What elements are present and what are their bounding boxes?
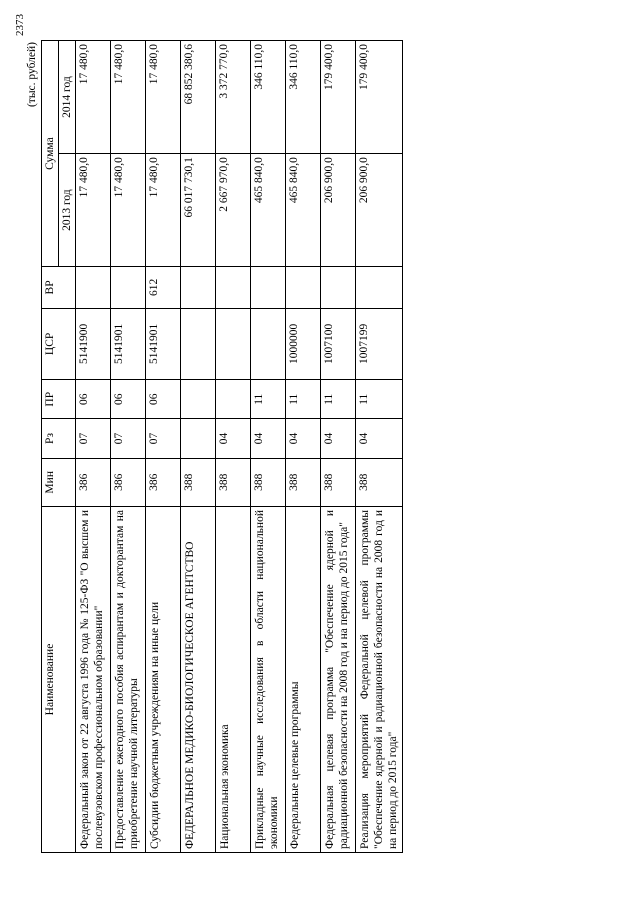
- table-row: [111, 41, 146, 853]
- cell-min: 388: [321, 458, 356, 506]
- cell-pr: 06: [76, 380, 111, 419]
- cell-rz: 07: [146, 419, 181, 458]
- cell-min: 386: [146, 458, 181, 506]
- table-row: [356, 41, 403, 853]
- cell-min: 386: [76, 458, 111, 506]
- cell-name: Субсидии бюджетным учреждениям на иные цели: [146, 507, 181, 853]
- cell-vr: [76, 267, 111, 309]
- cell-rz: 07: [76, 419, 111, 458]
- cell-vr: [251, 267, 286, 309]
- cell-sum-2014: 179 400,0: [321, 41, 356, 154]
- cell-min: 388: [251, 458, 286, 506]
- table-row: [251, 41, 286, 853]
- cell-sum-2014: 346 110,0: [286, 41, 321, 154]
- cell-name: Федеральный закон от 22 августа 1996 года № 125-ФЗ "О высшем и послевузовском профессиональном образовании": [76, 507, 111, 853]
- col-header-vr: ВР: [42, 267, 76, 309]
- col-header-year-2014: 2014 год: [59, 41, 76, 154]
- cell-rz: [181, 419, 216, 458]
- cell-pr: 06: [146, 380, 181, 419]
- cell-rz: 04: [321, 419, 356, 458]
- cell-sum-2013: 465 840,0: [251, 154, 286, 267]
- cell-rz: 07: [111, 419, 146, 458]
- cell-name: ФЕДЕРАЛЬНОЕ МЕДИКО-БИОЛОГИЧЕСКОЕ АГЕНТСТВО: [181, 507, 216, 853]
- cell-vr: [181, 267, 216, 309]
- cell-pr: 06: [111, 380, 146, 419]
- cell-rz: 04: [286, 419, 321, 458]
- cell-rz: 04: [251, 419, 286, 458]
- cell-min: 388: [216, 458, 251, 506]
- col-header-csr: ЦСР: [42, 308, 76, 380]
- cell-name: Национальная экономика: [216, 507, 251, 853]
- cell-sum-2013: 206 900,0: [321, 154, 356, 267]
- cell-vr: [356, 267, 403, 309]
- cell-vr: [286, 267, 321, 309]
- cell-csr: 1007100: [321, 308, 356, 380]
- cell-min: 388: [181, 458, 216, 506]
- cell-sum-2014: 17 480,0: [111, 41, 146, 154]
- cell-sum-2013: 66 017 730,1: [181, 154, 216, 267]
- cell-sum-2014: 68 852 380,6: [181, 41, 216, 154]
- cell-csr: 5141901: [146, 308, 181, 380]
- cell-sum-2013: 17 480,0: [111, 154, 146, 267]
- cell-pr: [181, 380, 216, 419]
- cell-rz: 04: [216, 419, 251, 458]
- table-row: [76, 41, 111, 853]
- cell-sum-2013: 17 480,0: [146, 154, 181, 267]
- cell-csr: [181, 308, 216, 380]
- col-header-min: Мин: [42, 458, 76, 506]
- cell-csr: 1000000: [286, 308, 321, 380]
- cell-sum-2013: 17 480,0: [76, 154, 111, 267]
- cell-name: Прикладные научные исследования в области национальной экономики: [251, 507, 286, 853]
- table-row: [146, 41, 181, 853]
- cell-sum-2014: 17 480,0: [146, 41, 181, 154]
- cell-pr: 11: [321, 380, 356, 419]
- cell-name: Федеральные целевые программы: [286, 507, 321, 853]
- cell-csr: 1007199: [356, 308, 403, 380]
- table-row: [321, 41, 356, 853]
- cell-name: Предоставление ежегодного пособия аспирантам и докторантам на приобретение научной литературы: [111, 507, 146, 853]
- cell-sum-2014: 17 480,0: [76, 41, 111, 154]
- cell-csr: [251, 308, 286, 380]
- cell-rz: 04: [356, 419, 403, 458]
- cell-vr: [321, 267, 356, 309]
- cell-sum-2014: 3 372 770,0: [216, 41, 251, 154]
- cell-min: 388: [356, 458, 403, 506]
- cell-csr: 5141901: [111, 308, 146, 380]
- table-row: [216, 41, 251, 853]
- cell-sum-2014: 346 110,0: [251, 41, 286, 154]
- cell-sum-2014: 179 400,0: [356, 41, 403, 154]
- cell-csr: 5141900: [76, 308, 111, 380]
- table-body: [76, 41, 403, 853]
- cell-pr: 11: [286, 380, 321, 419]
- col-header-sum-group: Сумма: [42, 41, 59, 267]
- cell-pr: 11: [251, 380, 286, 419]
- cell-sum-2013: 2 667 970,0: [216, 154, 251, 267]
- cell-vr: 612: [146, 267, 181, 309]
- cell-name: Реализация мероприятий Федеральной целевой программы "Обеспечение ядерной и радиационной безопасности на 2008 год и на период до 2015 года": [356, 507, 403, 853]
- col-header-rz: Рз: [42, 419, 76, 458]
- table-row: [286, 41, 321, 853]
- col-header-pr: ПР: [42, 380, 76, 419]
- col-header-year-2013: 2013 год: [59, 154, 76, 267]
- cell-sum-2013: 465 840,0: [286, 154, 321, 267]
- budget-table: [41, 40, 403, 853]
- table-row: [181, 41, 216, 853]
- table-header: [42, 41, 76, 853]
- cell-vr: [111, 267, 146, 309]
- cell-sum-2013: 206 900,0: [356, 154, 403, 267]
- col-header-name: Наименование: [42, 507, 76, 853]
- cell-min: 386: [111, 458, 146, 506]
- cell-name: Федеральная целевая программа "Обеспечение ядерной и радиационной безопасности на 2008 год и на период до 2015 года": [321, 507, 356, 853]
- cell-pr: [216, 380, 251, 419]
- cell-csr: [216, 308, 251, 380]
- page-number: 2373: [14, 14, 26, 36]
- units-note: (тыс. рублей): [26, 42, 38, 108]
- cell-min: 388: [286, 458, 321, 506]
- cell-pr: 11: [356, 380, 403, 419]
- cell-vr: [216, 267, 251, 309]
